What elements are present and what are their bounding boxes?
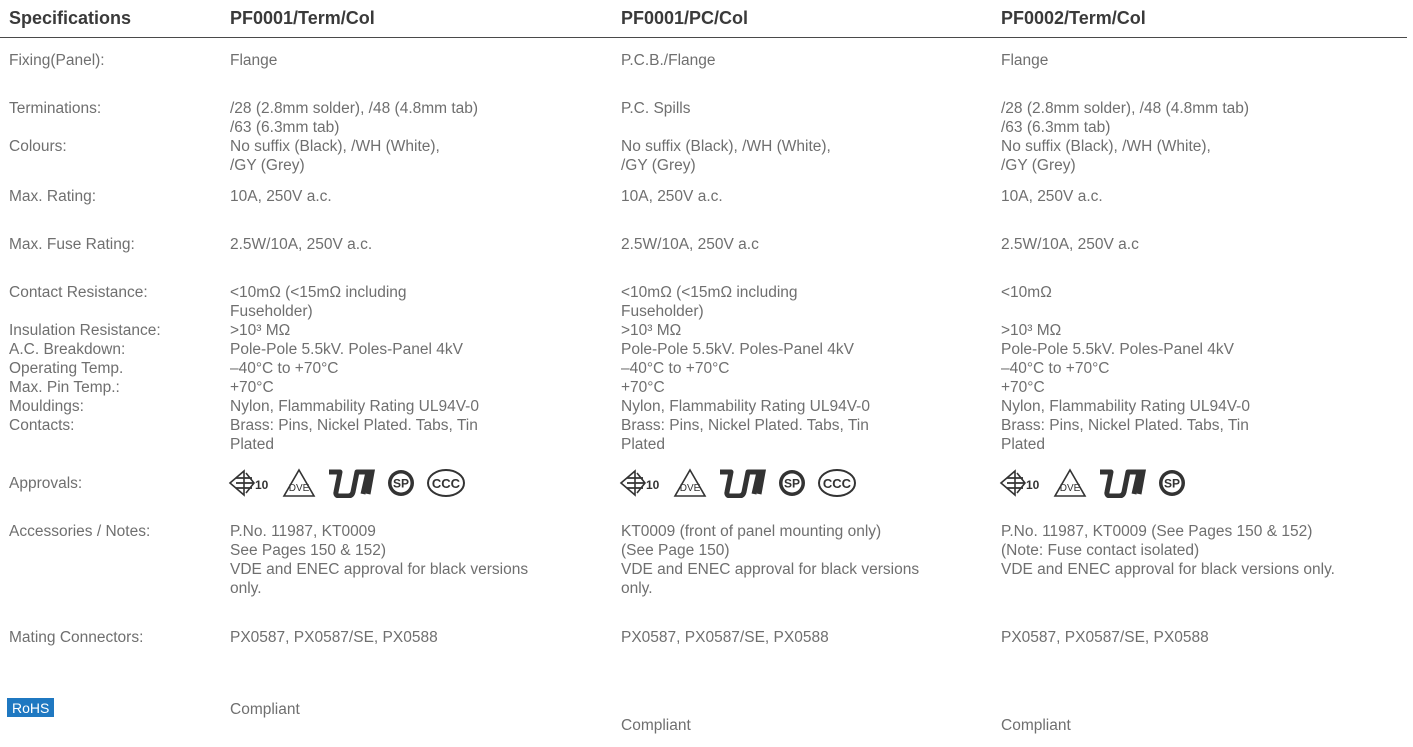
col1-contacts-line2: Plated bbox=[230, 436, 274, 453]
col2-accessories-line3: VDE and ENEC approval for black versions bbox=[621, 561, 920, 578]
col1-mouldings: Nylon, Flammability Rating UL94V-0 bbox=[230, 398, 479, 415]
col2-contact-resistance-line2: Fuseholder) bbox=[621, 303, 704, 320]
col3-terminations-line1: /28 (2.8mm solder), /48 (4.8mm tab) bbox=[1001, 100, 1250, 117]
vde-icon bbox=[673, 468, 707, 498]
col2-mouldings: Nylon, Flammability Rating UL94V-0 bbox=[621, 398, 870, 415]
col2-max-rating: 10A, 250V a.c. bbox=[621, 188, 723, 205]
col3-colours-line2: /GY (Grey) bbox=[1001, 157, 1076, 174]
col3-accessories-line1: P.No. 11987, KT0009 (See Pages 150 & 152) bbox=[1001, 523, 1313, 540]
col2-contact-resistance-line1: <10mΩ (<15mΩ including bbox=[621, 284, 798, 301]
col2-accessories-line4: only. bbox=[621, 580, 653, 597]
col2-colours-line2: /GY (Grey) bbox=[621, 157, 696, 174]
label-accessories-notes: Accessories / Notes: bbox=[9, 523, 151, 540]
col1-colours-line2: /GY (Grey) bbox=[230, 157, 305, 174]
col2-contacts-line1: Brass: Pins, Nickel Plated. Tabs, Tin bbox=[621, 417, 869, 434]
label-insulation-resistance: Insulation Resistance: bbox=[9, 322, 161, 339]
col3-max-pin-temp: +70°C bbox=[1001, 379, 1045, 396]
col2-insulation-resistance: >10³ MΩ bbox=[621, 322, 682, 339]
col1-colours-line1: No suffix (Black), /WH (White), bbox=[230, 138, 440, 155]
label-colours: Colours: bbox=[9, 138, 67, 155]
col1-contacts-line1: Brass: Pins, Nickel Plated. Tabs, Tin bbox=[230, 417, 478, 434]
col1-max-rating: 10A, 250V a.c. bbox=[230, 188, 332, 205]
label-max-fuse-rating: Max. Fuse Rating: bbox=[9, 236, 135, 253]
col3-contacts-line1: Brass: Pins, Nickel Plated. Tabs, Tin bbox=[1001, 417, 1249, 434]
col1-max-fuse-rating: 2.5W/10A, 250V a.c. bbox=[230, 236, 373, 253]
column-header-pf0002-term: PF0002/Term/Col bbox=[1001, 8, 1146, 28]
col3-max-rating: 10A, 250V a.c. bbox=[1001, 188, 1103, 205]
col1-accessories-line4: only. bbox=[230, 580, 262, 597]
col2-accessories-line1: KT0009 (front of panel mounting only) bbox=[621, 523, 882, 540]
col1-contact-resistance-line2: Fuseholder) bbox=[230, 303, 313, 320]
col2-ac-breakdown: Pole-Pole 5.5kV. Poles-Panel 4kV bbox=[621, 341, 854, 358]
col1-max-pin-temp: +70°C bbox=[230, 379, 274, 396]
col1-contact-resistance-line1: <10mΩ (<15mΩ including bbox=[230, 284, 407, 301]
col3-rohs-status: Compliant bbox=[1001, 717, 1071, 734]
col3-accessories-line3: VDE and ENEC approval for black versions only. bbox=[1001, 561, 1335, 578]
label-mouldings: Mouldings: bbox=[9, 398, 84, 415]
col2-colours-line1: No suffix (Black), /WH (White), bbox=[621, 138, 831, 155]
col2-max-fuse-rating: 2.5W/10A, 250V a.c bbox=[621, 236, 759, 253]
ul-recognized-icon bbox=[326, 468, 376, 498]
col3-insulation-resistance: >10³ MΩ bbox=[1001, 322, 1062, 339]
col3-ac-breakdown: Pole-Pole 5.5kV. Poles-Panel 4kV bbox=[1001, 341, 1234, 358]
label-max-pin-temp: Max. Pin Temp.: bbox=[9, 379, 120, 396]
label-contacts: Contacts: bbox=[9, 417, 75, 434]
col3-contacts-line2: Plated bbox=[1001, 436, 1045, 453]
label-fixing: Fixing(Panel): bbox=[9, 52, 105, 69]
label-max-rating: Max. Rating: bbox=[9, 188, 97, 205]
csa-icon bbox=[777, 468, 807, 498]
col1-accessories-line3: VDE and ENEC approval for black versions bbox=[230, 561, 529, 578]
col2-max-pin-temp: +70°C bbox=[621, 379, 665, 396]
label-terminations: Terminations: bbox=[9, 100, 102, 117]
col2-terminations: P.C. Spills bbox=[621, 100, 691, 117]
col3-approval-marks bbox=[999, 466, 1187, 500]
col2-rohs-status: Compliant bbox=[621, 717, 691, 734]
label-approvals: Approvals: bbox=[9, 475, 83, 492]
col3-contact-resistance: <10mΩ bbox=[1001, 284, 1052, 301]
vde-icon bbox=[282, 468, 316, 498]
col2-accessories-line2: (See Page 150) bbox=[621, 542, 730, 559]
enec-10-icon bbox=[999, 468, 1043, 498]
col1-rohs-status: Compliant bbox=[230, 701, 300, 718]
label-contact-resistance: Contact Resistance: bbox=[9, 284, 148, 301]
col2-operating-temp: –40°C to +70°C bbox=[621, 360, 730, 377]
csa-icon bbox=[1157, 468, 1187, 498]
col3-max-fuse-rating: 2.5W/10A, 250V a.c bbox=[1001, 236, 1139, 253]
col1-operating-temp: –40°C to +70°C bbox=[230, 360, 339, 377]
ccc-icon bbox=[817, 468, 857, 498]
rohs-badge: RoHS bbox=[7, 698, 54, 717]
col1-fixing: Flange bbox=[230, 52, 278, 69]
vde-icon bbox=[1053, 468, 1087, 498]
ul-recognized-icon bbox=[717, 468, 767, 498]
col2-fixing: P.C.B./Flange bbox=[621, 52, 716, 69]
ul-recognized-icon bbox=[1097, 468, 1147, 498]
col1-mating-connectors: PX0587, PX0587/SE, PX0588 bbox=[230, 629, 438, 646]
col1-ac-breakdown: Pole-Pole 5.5kV. Poles-Panel 4kV bbox=[230, 341, 463, 358]
csa-icon bbox=[386, 468, 416, 498]
column-header-pf0001-term: PF0001/Term/Col bbox=[230, 8, 375, 28]
col1-terminations-line1: /28 (2.8mm solder), /48 (4.8mm tab) bbox=[230, 100, 479, 117]
col1-accessories-line2: See Pages 150 & 152) bbox=[230, 542, 386, 559]
col3-operating-temp: –40°C to +70°C bbox=[1001, 360, 1110, 377]
col2-mating-connectors: PX0587, PX0587/SE, PX0588 bbox=[621, 629, 829, 646]
column-header-pf0001-pc: PF0001/PC/Col bbox=[621, 8, 749, 28]
col1-terminations-line2: /63 (6.3mm tab) bbox=[230, 119, 340, 136]
enec-10-icon bbox=[228, 468, 272, 498]
col3-mating-connectors: PX0587, PX0587/SE, PX0588 bbox=[1001, 629, 1209, 646]
ccc-icon bbox=[426, 468, 466, 498]
col3-mouldings: Nylon, Flammability Rating UL94V-0 bbox=[1001, 398, 1250, 415]
label-mating-connectors: Mating Connectors: bbox=[9, 629, 144, 646]
label-ac-breakdown: A.C. Breakdown: bbox=[9, 341, 126, 358]
col3-terminations-line2: /63 (6.3mm tab) bbox=[1001, 119, 1111, 136]
col1-insulation-resistance: >10³ MΩ bbox=[230, 322, 291, 339]
col1-accessories-line1: P.No. 11987, KT0009 bbox=[230, 523, 376, 540]
col3-colours-line1: No suffix (Black), /WH (White), bbox=[1001, 138, 1211, 155]
specifications-heading: Specifications bbox=[9, 8, 132, 28]
col1-approval-marks bbox=[228, 466, 466, 500]
header-divider bbox=[0, 37, 1407, 38]
col2-contacts-line2: Plated bbox=[621, 436, 665, 453]
col3-fixing: Flange bbox=[1001, 52, 1049, 69]
label-operating-temp: Operating Temp. bbox=[9, 360, 124, 377]
col3-accessories-line2: (Note: Fuse contact isolated) bbox=[1001, 542, 1200, 559]
col2-approval-marks bbox=[619, 466, 857, 500]
enec-10-icon bbox=[619, 468, 663, 498]
